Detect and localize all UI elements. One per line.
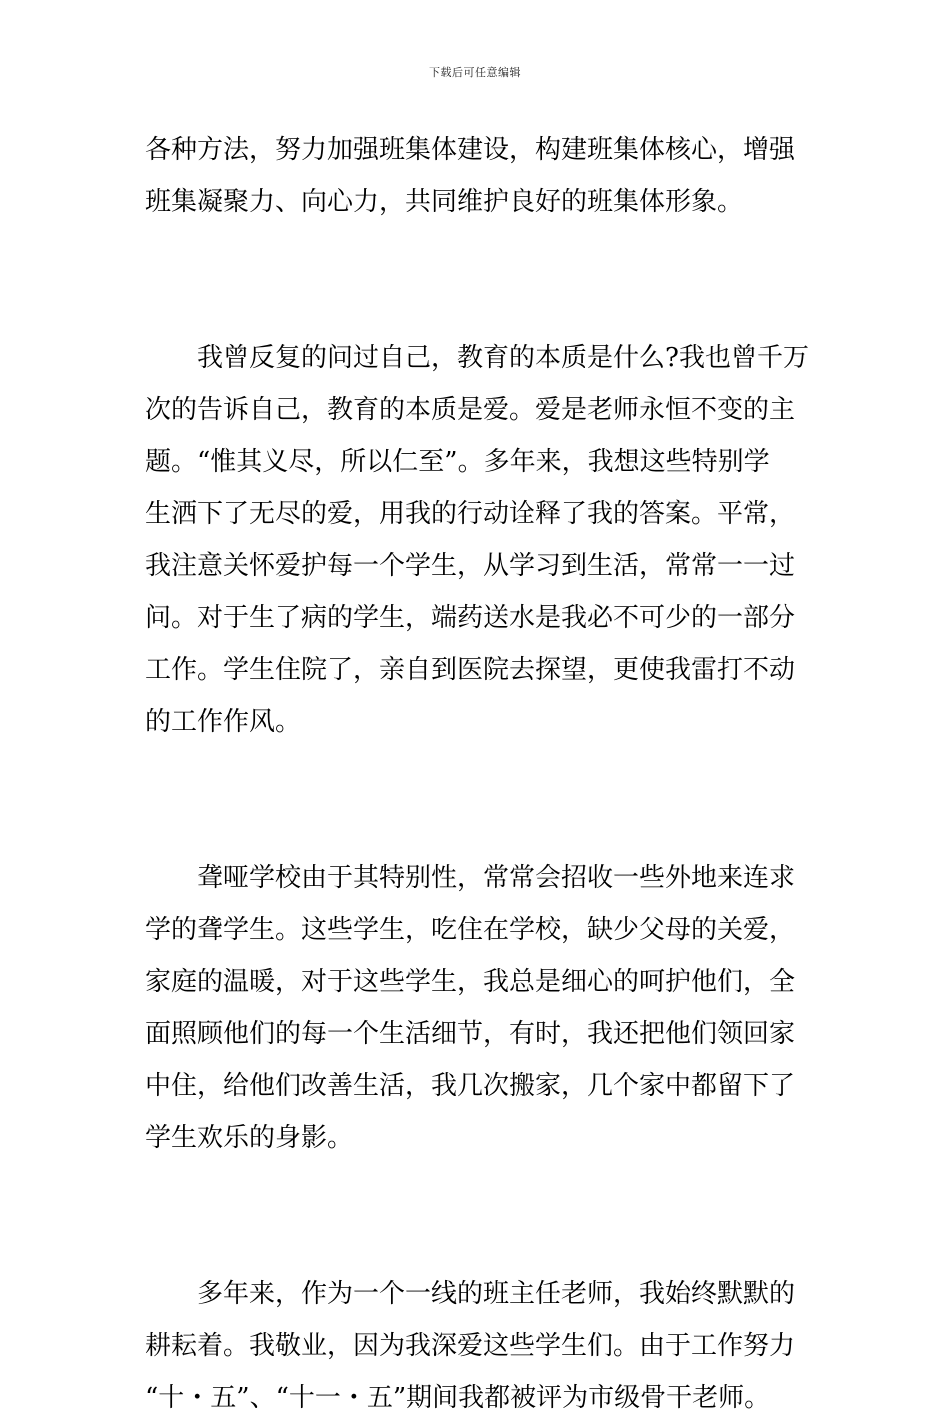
text-line: 题。“惟其义尽，所以仁至”。多年来，我想这些特别学 <box>145 447 770 477</box>
text-line: 工作。学生住院了，亲自到医院去探望，更使我雷打不动 <box>145 655 796 685</box>
text-line: 我曾反复的问过自己，教育的本质是什么?我也曾千万 <box>145 343 809 373</box>
paragraph-4 <box>145 1268 815 1424</box>
text-line: 中住，给他们改善生活，我几次搬家，几个家中都留下了 <box>145 1071 796 1101</box>
text-line: 班集凝聚力、向心力，共同维护良好的班集体形象。 <box>145 187 744 217</box>
text-line: 面照顾他们的每一个生活细节，有时，我还把他们领回家 <box>145 1019 796 1049</box>
text-line: “十・五”、“十一・五”期间我都被评为市级骨干老师。 <box>145 1383 771 1413</box>
text-line: 问。对于生了病的学生，端药送水是我必不可少的一部分 <box>145 603 796 633</box>
text-line: 耕耘着。我敬业，因为我深爱这些学生们。由于工作努力 <box>145 1331 796 1361</box>
text-line: 的工作作风。 <box>145 707 302 737</box>
text-line: 生洒下了无尽的爱，用我的行动诠释了我的答案。平常， <box>145 499 796 529</box>
paragraph-spacer <box>145 1164 815 1268</box>
text-line: 聋哑学校由于其特别性，常常会招收一些外地来连求 <box>145 863 796 893</box>
text-line: 次的告诉自己，教育的本质是爱。爱是老师永恒不变的主 <box>145 395 796 425</box>
document-body <box>145 124 815 1424</box>
paragraph-spacer <box>145 748 815 852</box>
paragraph-3 <box>145 852 815 1164</box>
page-header: 下载后可任意编辑 <box>429 66 521 79</box>
text-line: 多年来，作为一个一线的班主任老师，我始终默默的 <box>145 1279 796 1309</box>
paragraph-2 <box>145 332 815 748</box>
text-line: 学的聋学生。这些学生，吃住在学校，缺少父母的关爱， <box>145 915 796 945</box>
text-line: 家庭的温暖，对于这些学生，我总是细心的呵护他们，全 <box>145 967 796 997</box>
text-line: 学生欢乐的身影。 <box>145 1123 354 1153</box>
text-line: 我注意关怀爱护每一个学生，从学习到生活，常常一一过 <box>145 551 796 581</box>
paragraph-spacer <box>145 228 815 332</box>
text-line: 各种方法，努力加强班集体建设，构建班集体核心，增强 <box>145 135 796 165</box>
paragraph-1 <box>145 124 815 228</box>
